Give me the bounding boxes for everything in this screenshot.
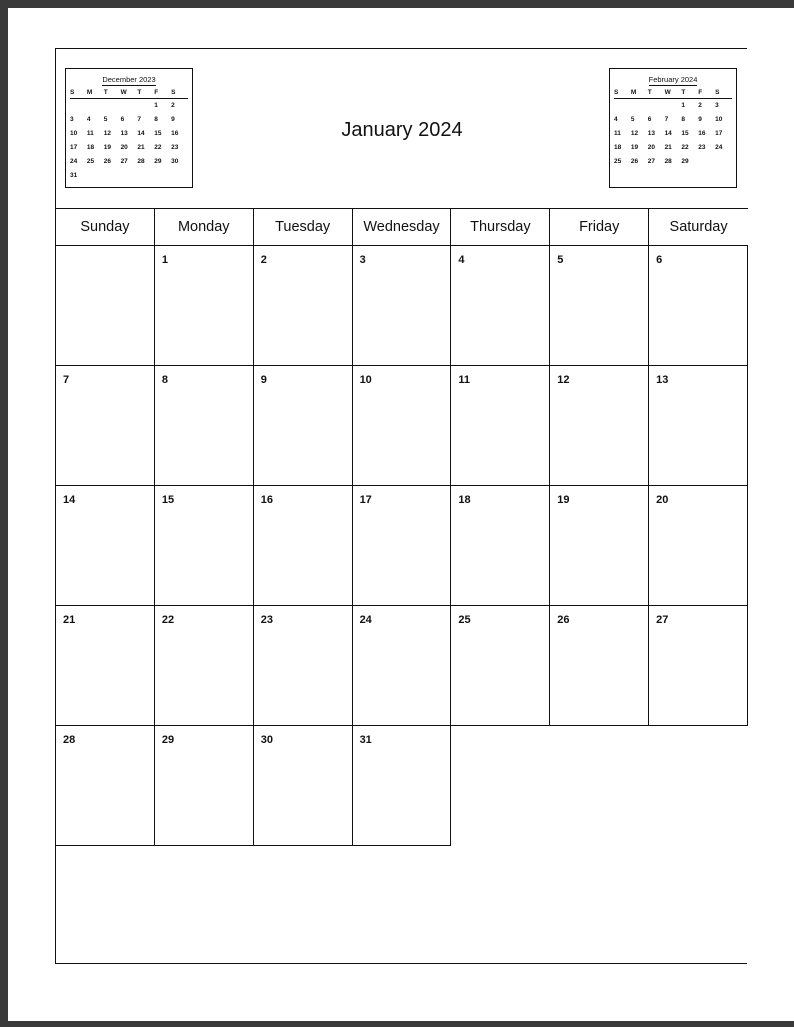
day-cell: 22	[155, 606, 254, 726]
mini-day: 29	[681, 158, 689, 165]
mini-day: 28	[137, 158, 145, 165]
mini-day: 29	[154, 158, 162, 165]
day-cell: 8	[155, 366, 254, 486]
mini-day: 14	[664, 130, 672, 137]
mini-day: 30	[171, 158, 179, 165]
mini-day: 8	[681, 116, 686, 123]
mini-weekday-label: S	[70, 87, 87, 99]
weekday-header: Sunday	[56, 209, 155, 246]
mini-day: 18	[86, 144, 95, 151]
day-cell: 24	[353, 606, 452, 726]
mini-calendar-next	[609, 68, 737, 188]
mini-day: 25	[86, 158, 95, 165]
mini-day	[631, 99, 648, 113]
day-cell: 9	[254, 366, 353, 486]
day-cell: 14	[56, 486, 155, 606]
day-cell: 16	[254, 486, 353, 606]
day-cell: 21	[56, 606, 155, 726]
weekday-header: Saturday	[669, 219, 728, 235]
mini-weekday-label: F	[698, 87, 715, 99]
day-cell: 7	[56, 366, 155, 486]
mini-day: 27	[647, 158, 655, 165]
mini-day: 4	[614, 116, 618, 123]
mini-day: 13	[120, 130, 128, 137]
day-cell: 30	[254, 726, 353, 846]
mini-day	[154, 169, 171, 183]
mini-day: 14	[137, 130, 145, 137]
mini-calendar-title: February 2024	[648, 75, 698, 84]
weekday-header: Wednesday	[353, 209, 452, 246]
mini-calendar-grid	[614, 87, 732, 169]
mini-day	[104, 169, 121, 183]
mini-day	[137, 169, 154, 183]
day-cell: 25	[451, 606, 550, 726]
empty-day-cell	[649, 726, 748, 846]
mini-day: 16	[698, 130, 706, 137]
mini-day	[648, 99, 665, 113]
mini-weekday-label: T	[137, 87, 154, 99]
mini-day	[171, 169, 188, 183]
mini-day: 16	[171, 130, 179, 137]
mini-day: 25	[614, 158, 622, 165]
mini-day: 11	[614, 130, 621, 137]
mini-day: 26	[630, 158, 639, 165]
mini-weekday-label: T	[681, 87, 698, 99]
mini-calendar-title: December 2023	[102, 75, 156, 84]
day-cell: 28	[56, 726, 155, 846]
mini-weekday-label: M	[87, 87, 104, 99]
mini-day: 17	[70, 144, 78, 151]
weekday-header: Tuesday	[254, 209, 353, 246]
mini-day: 6	[120, 116, 125, 123]
mini-day: 12	[103, 130, 111, 137]
day-cell: 31	[353, 726, 452, 846]
mini-weekday-label: S	[715, 87, 732, 99]
mini-day: 22	[154, 144, 162, 151]
day-cell: 17	[353, 486, 452, 606]
mini-day: 31	[70, 172, 78, 179]
weekday-header: Friday	[550, 209, 649, 246]
mini-day	[70, 99, 87, 113]
mini-day: 12	[630, 130, 639, 137]
mini-day: 1	[681, 102, 686, 109]
mini-day: 17	[715, 130, 723, 137]
day-cell: 4	[451, 246, 550, 366]
mini-day	[121, 99, 138, 113]
mini-day: 11	[86, 130, 94, 137]
mini-day: 23	[698, 144, 706, 151]
mini-day: 2	[698, 102, 702, 109]
mini-weekday-label: W	[665, 87, 682, 99]
mini-day: 2	[171, 102, 175, 109]
mini-day: 28	[664, 158, 672, 165]
day-cell: 18	[451, 486, 550, 606]
day-cell: 6	[649, 246, 748, 366]
mini-day: 21	[137, 144, 145, 151]
mini-weekday-label: W	[121, 87, 138, 99]
day-cell: 11	[451, 366, 550, 486]
mini-day	[137, 99, 154, 113]
mini-day: 27	[120, 158, 128, 165]
mini-day: 21	[664, 144, 672, 151]
day-cell: 23	[254, 606, 353, 726]
day-cell: 15	[155, 486, 254, 606]
mini-day: 6	[647, 116, 652, 123]
mini-day: 7	[664, 116, 669, 123]
mini-day: 1	[154, 102, 158, 109]
mini-day: 18	[614, 144, 622, 151]
mini-day: 3	[715, 102, 719, 109]
mini-day: 9	[698, 116, 702, 123]
mini-weekday-label: S	[614, 87, 631, 99]
day-cell: 5	[550, 246, 649, 366]
mini-day: 5	[630, 116, 635, 123]
mini-day: 7	[137, 116, 142, 123]
empty-day-cell	[550, 726, 649, 846]
day-cell: 29	[155, 726, 254, 846]
day-cell: 2	[254, 246, 353, 366]
mini-day: 5	[103, 116, 108, 123]
day-cell: 12	[550, 366, 649, 486]
mini-day	[121, 169, 138, 183]
mini-day: 4	[86, 116, 91, 123]
mini-day: 15	[681, 130, 689, 137]
weekday-header: Thursday	[451, 209, 550, 246]
mini-weekday-label: T	[648, 87, 665, 99]
mini-weekday-label: F	[154, 87, 171, 99]
day-cell: 1	[155, 246, 254, 366]
day-cell: 10	[353, 366, 452, 486]
mini-day: 24	[70, 158, 78, 165]
mini-day	[715, 155, 732, 169]
mini-day	[665, 99, 682, 113]
mini-weekday-label: T	[104, 87, 121, 99]
mini-day: 15	[154, 130, 162, 137]
mini-day: 24	[715, 144, 723, 151]
calendar-header	[56, 49, 748, 208]
mini-day: 13	[647, 130, 655, 137]
mini-day: 19	[630, 144, 639, 151]
day-cell: 20	[649, 486, 748, 606]
day-cell: 19	[550, 486, 649, 606]
mini-weekday-label: S	[171, 87, 188, 99]
day-cell: 27	[649, 606, 748, 726]
calendar-page	[55, 48, 747, 964]
mini-day: 20	[120, 144, 128, 151]
mini-day: 19	[103, 144, 111, 151]
day-cell: 13	[649, 366, 748, 486]
page-title: January 2024	[341, 119, 463, 141]
mini-day: 8	[154, 116, 158, 123]
mini-day: 9	[171, 116, 175, 123]
month-grid	[56, 245, 748, 846]
mini-weekday-label: M	[631, 87, 648, 99]
weekday-header-row	[56, 208, 748, 245]
mini-day: 26	[103, 158, 111, 165]
mini-day: 23	[171, 144, 179, 151]
empty-day-cell	[451, 726, 550, 846]
mini-day: 3	[70, 116, 74, 123]
mini-day	[614, 99, 631, 113]
day-cell: 3	[353, 246, 452, 366]
mini-day	[104, 99, 121, 113]
mini-day: 22	[681, 144, 689, 151]
mini-day	[698, 155, 715, 169]
mini-day: 20	[647, 144, 655, 151]
mini-day: 10	[715, 116, 723, 123]
mini-day	[87, 99, 104, 113]
day-cell: 26	[550, 606, 649, 726]
empty-day-cell	[56, 246, 155, 366]
mini-day: 10	[70, 130, 78, 137]
mini-day	[87, 169, 104, 183]
weekday-header: Monday	[155, 209, 254, 246]
